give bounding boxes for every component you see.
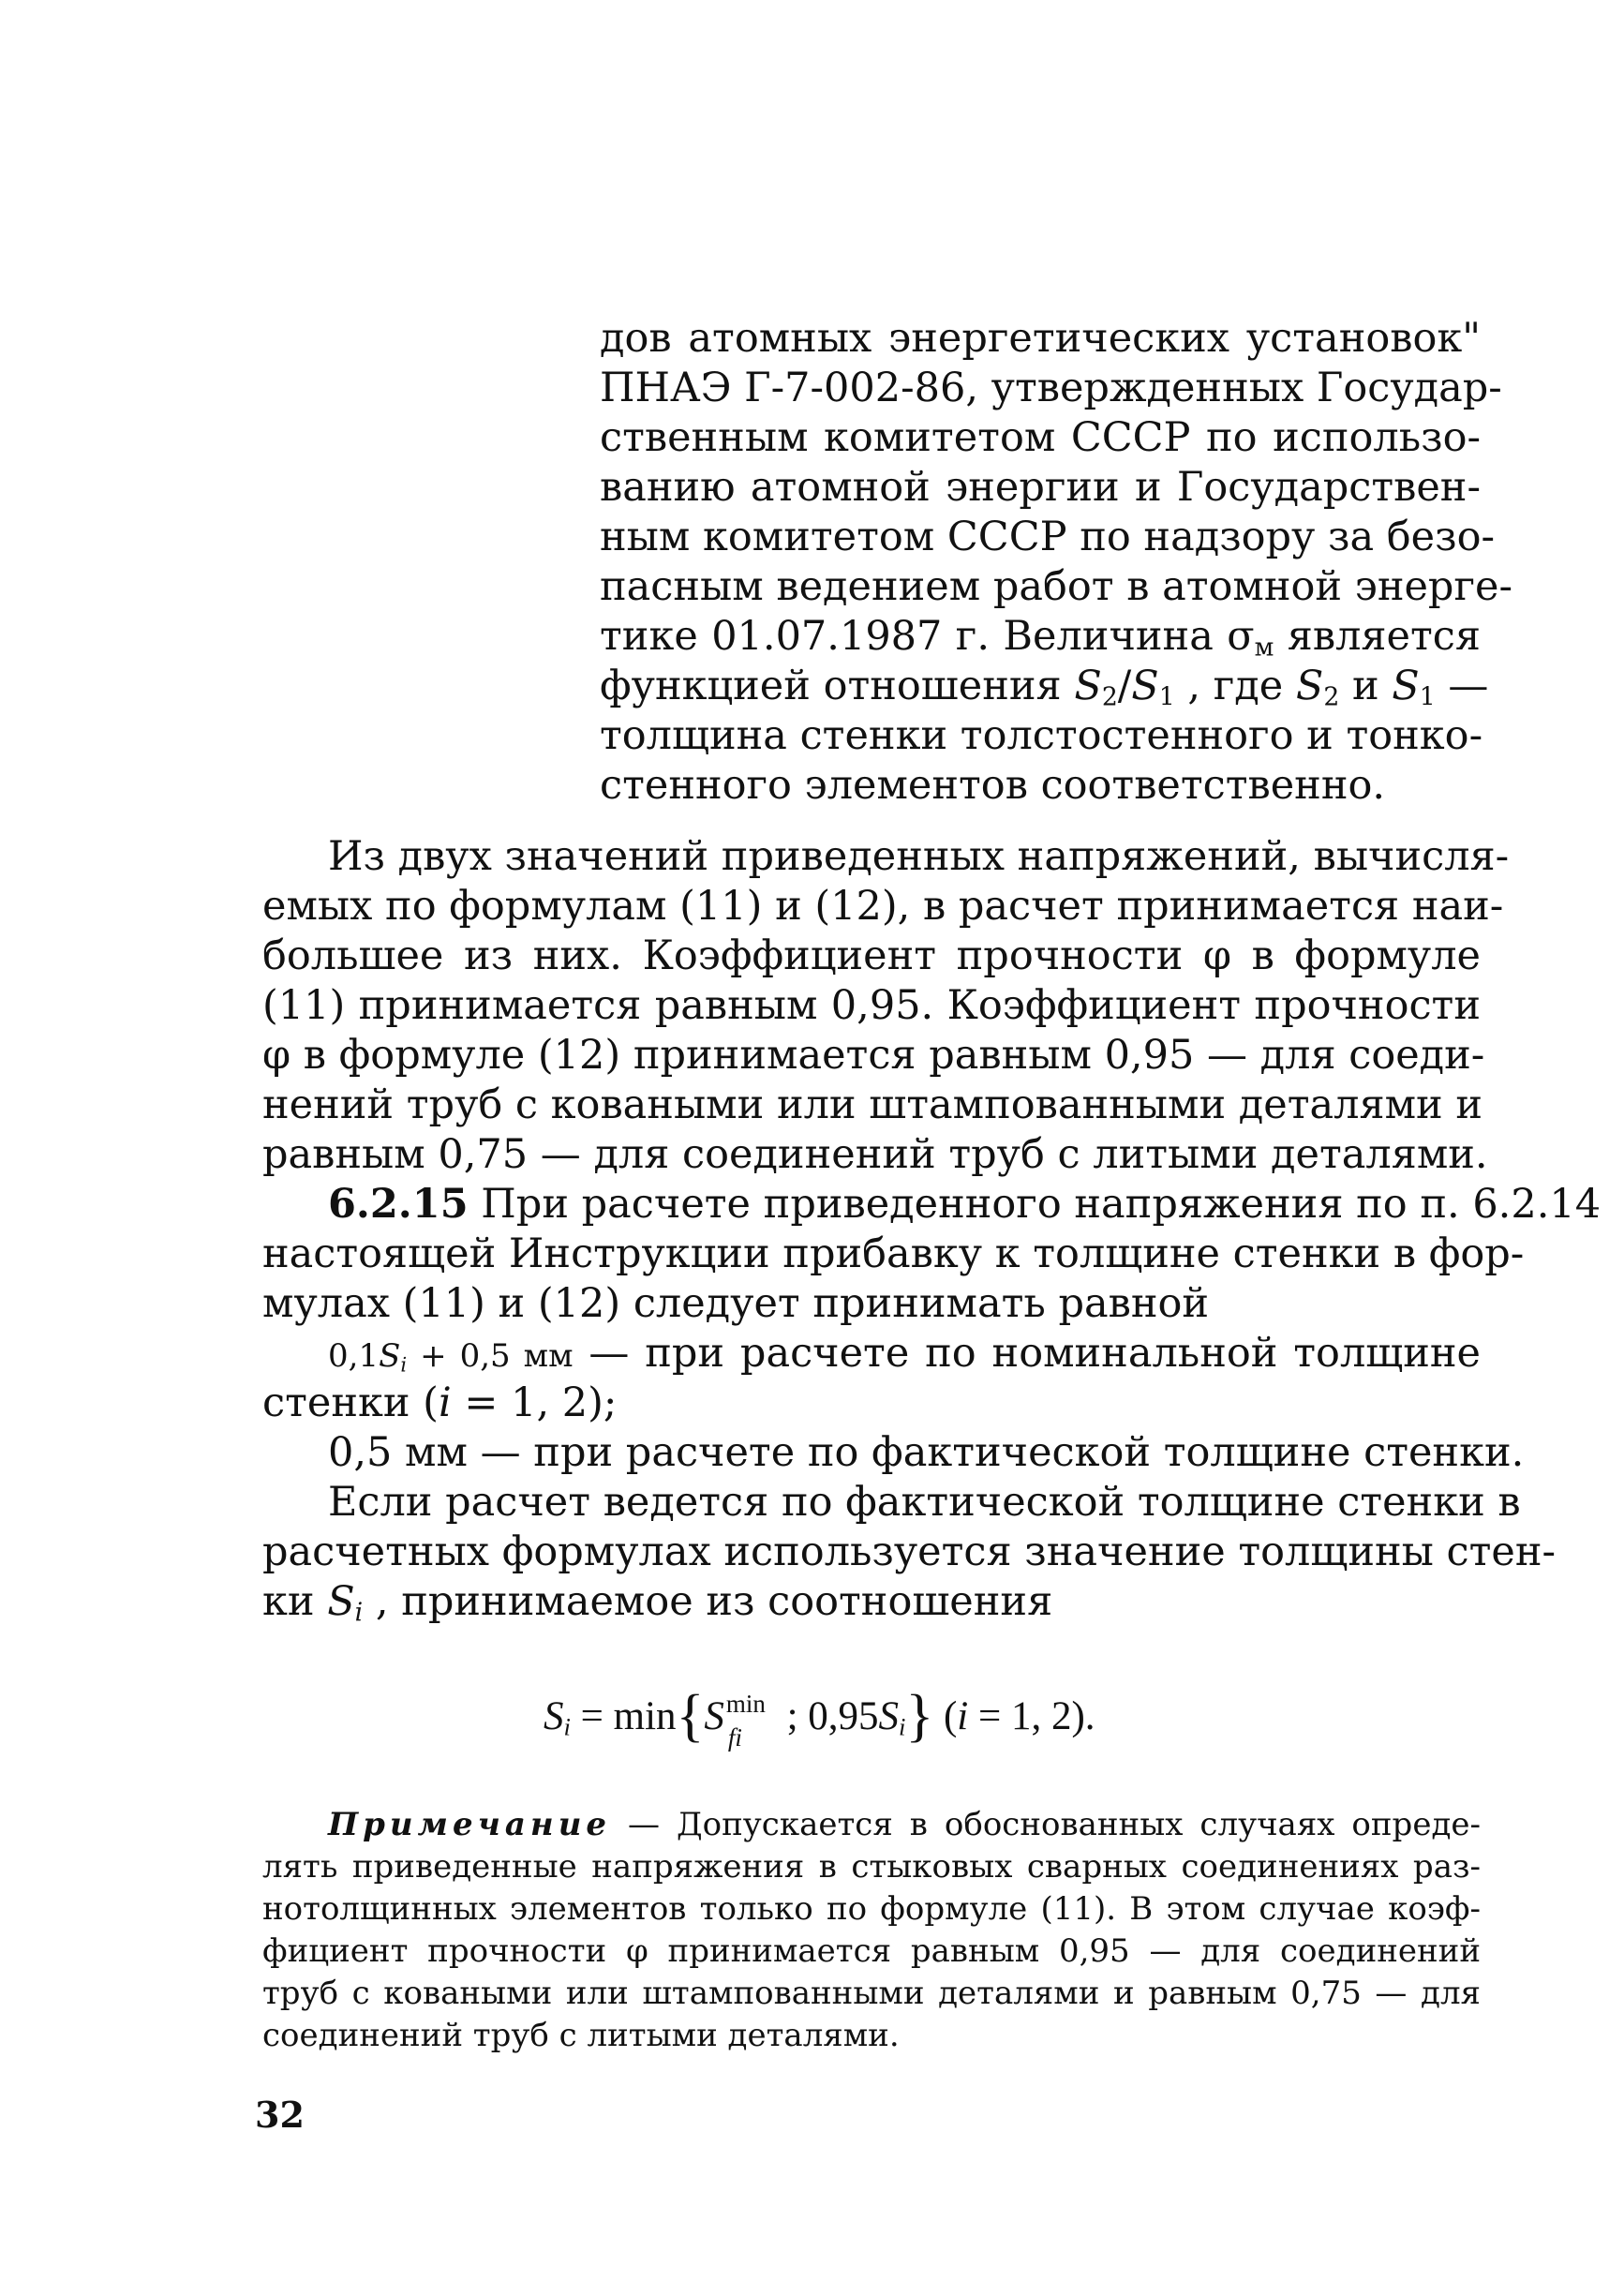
display-formula: $S_i = \min\{S$ min fi ; $0,95S_i$} (i = 1, 2). bbox=[544, 1684, 1095, 1752]
text-line: настоящей Инструкции прибавку к толщине стенки в фор- bbox=[262, 1230, 1525, 1277]
note-line: нотолщинных элементов только по формуле (11). В этом случае коэф- bbox=[262, 1890, 1481, 1928]
text-line: равным 0,75 — для соединений труб с литыми деталями. bbox=[262, 1131, 1488, 1178]
note-title: Примечание bbox=[328, 1806, 612, 1843]
text-line: 6.2.15 При расчете приведенного напряжения по п. 6.2.14 bbox=[328, 1181, 1602, 1228]
text-line: 0,5 мм — при расчете по фактической толщине стенки. bbox=[328, 1429, 1525, 1476]
section-number: 6.2.15 bbox=[328, 1181, 469, 1228]
text-line: тике 01.07.1987 г. Величина $\sigma_м$ является bbox=[600, 613, 1481, 663]
text-line: дов атомных энергетических установок" bbox=[600, 315, 1481, 362]
text-line: φ в формуле (12) принимается равным 0,95 — для соеди- bbox=[262, 1032, 1485, 1079]
inline-formula: $0,1S_i + 0,5$ мм bbox=[328, 1337, 574, 1377]
text-line: Если расчет ведется по фактической толщине стенки в bbox=[328, 1479, 1521, 1526]
text-line: $0,1S_i + 0,5$ мм — при расчете по номинальной толщине bbox=[328, 1330, 1482, 1377]
text-line: ванию атомной энергии и Государствен- bbox=[600, 464, 1481, 511]
text-line: (11) принимается равным 0,95. Коэффициент прочности bbox=[262, 982, 1481, 1029]
note-line: лять приведенные напряжения в стыковых сварных соединениях раз- bbox=[262, 1848, 1481, 1886]
text-line: большее из них. Коэффициент прочности φ в формуле bbox=[262, 932, 1481, 979]
text-line: мулах (11) и (12) следует принимать равной bbox=[262, 1280, 1210, 1327]
text-line: ным комитетом СССР по надзору за безо- bbox=[600, 514, 1495, 560]
page-number: 32 bbox=[255, 2094, 305, 2136]
text-line: стенки (i = 1, 2); bbox=[262, 1379, 618, 1426]
text-line: нений труб с коваными или штампованными деталями и bbox=[262, 1081, 1483, 1128]
text-line: Из двух значений приведенных напряжений, вычисля- bbox=[328, 833, 1510, 880]
note-line: Примечание — Допускается в обоснованных случаях опреде- bbox=[328, 1806, 1481, 1843]
sigma-symbol: σ bbox=[1227, 613, 1255, 660]
text-line: пасным ведением работ в атомной энерге- bbox=[600, 563, 1512, 610]
note-line: труб с коваными или штампованными деталями и равным 0,75 — для bbox=[262, 1975, 1481, 2012]
text-line: емых по формулам (11) и (12), в расчет принимается наи- bbox=[262, 883, 1504, 930]
text-line: расчетных формулах используется значение толщины стен- bbox=[262, 1528, 1557, 1575]
text-line: толщина стенки толстостенного и тонко- bbox=[600, 712, 1483, 759]
text-line: ПНАЭ Г-7-002-86, утвержденных Государ- bbox=[600, 365, 1502, 411]
text-line: функцией отношения $S_2/S_1$ , где $S_2$ и $S_1$ — bbox=[600, 663, 1489, 712]
text-line: ственным комитетом СССР по использо- bbox=[600, 414, 1481, 461]
text-line: стенного элементов соответственно. bbox=[600, 762, 1386, 809]
note-line: фициент прочности φ принимается равным 0,95 — для соединений bbox=[262, 1932, 1481, 1970]
note-line: соединений труб с литыми деталями. bbox=[262, 2017, 900, 2054]
text-line: ки $S_i$ , принимаемое из соотношения bbox=[262, 1578, 1053, 1628]
